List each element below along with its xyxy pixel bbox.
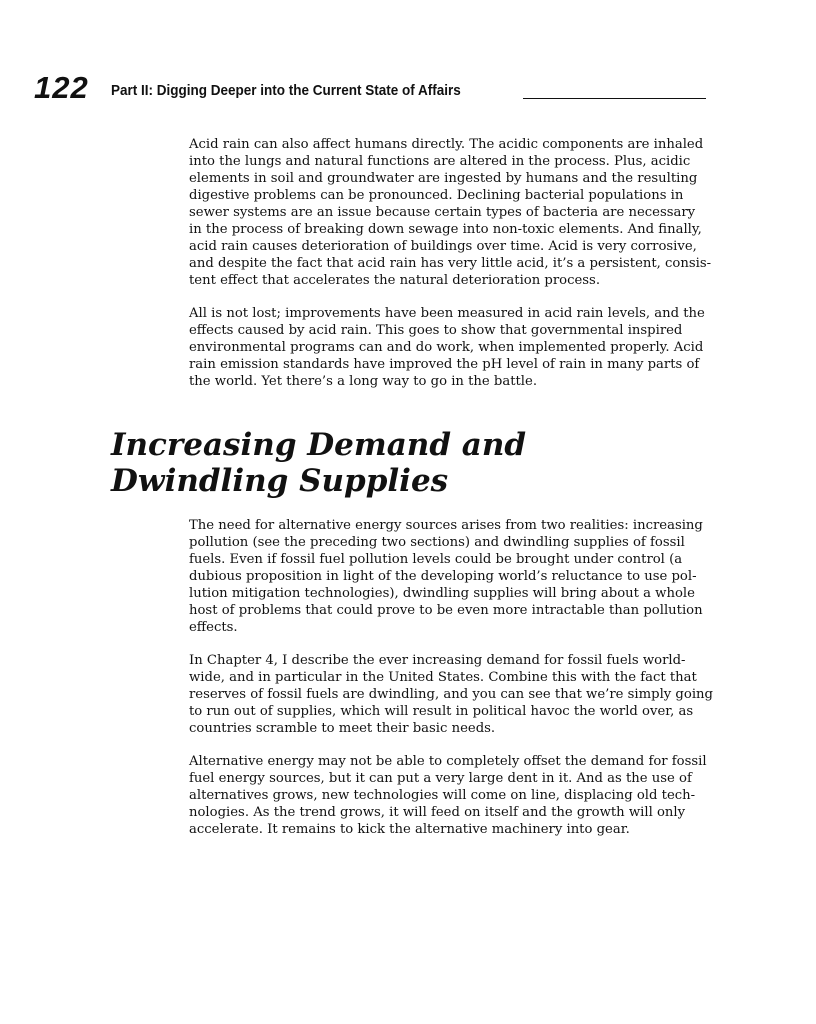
text-line: sewer systems are an issue because certain types of bacteria are necessary bbox=[189, 205, 696, 220]
section-heading-line: Increasing Demand and bbox=[111, 427, 527, 463]
section-demand-supplies-body bbox=[189, 517, 712, 854]
text-line: digestive problems can be pronounced. Declining bacterial populations in bbox=[189, 188, 684, 203]
text-line: environmental programs can and do work, when implemented properly. Acid bbox=[189, 340, 704, 355]
text-line: dubious proposition in light of the developing world’s reluctance to use pol- bbox=[189, 569, 697, 584]
text-line: nologies. As the trend grows, it will feed on itself and the growth will only bbox=[189, 805, 686, 820]
text-line: and despite the fact that acid rain has very little acid, it’s a persistent, consis- bbox=[189, 256, 712, 271]
text-line: reserves of fossil fuels are dwindling, and you can see that we’re simply going bbox=[189, 687, 713, 702]
text-line: tent effect that accelerates the natural deterioration process. bbox=[189, 273, 601, 288]
text-line: countries scramble to meet their basic needs. bbox=[189, 721, 496, 736]
text-line: Alternative energy may not be able to completely offset the demand for fossil bbox=[189, 754, 707, 769]
text-line: effects. bbox=[189, 620, 238, 635]
text-line: In Chapter 4, I describe the ever increasing demand for fossil fuels world- bbox=[189, 653, 686, 668]
section-acid-rain-body bbox=[189, 136, 712, 406]
text-line: rain emission standards have improved the pH level of rain in many parts of bbox=[189, 357, 700, 372]
text-line: in the process of breaking down sewage into non-toxic elements. And finally, bbox=[189, 222, 702, 237]
text-line: effects caused by acid rain. This goes to show that governmental inspired bbox=[189, 323, 683, 338]
paragraph-improvements bbox=[189, 305, 712, 390]
text-line: pollution (see the preceding two sections) and dwindling supplies of fossil bbox=[189, 535, 685, 550]
header-rule bbox=[523, 98, 706, 99]
text-line: the world. Yet there’s a long way to go in the battle. bbox=[189, 374, 538, 389]
section-heading-line: Dwindling Supplies bbox=[111, 463, 449, 499]
section-heading bbox=[111, 427, 526, 499]
text-line: lution mitigation technologies), dwindling supplies will bring about a whole bbox=[189, 586, 695, 601]
text-line: accelerate. It remains to kick the alternative machinery into gear. bbox=[189, 822, 630, 837]
paragraph-chapter-4 bbox=[189, 652, 712, 737]
text-line: alternatives grows, new technologies will come on line, displacing old tech- bbox=[189, 788, 696, 803]
text-line: acid rain causes deterioration of buildings over time. Acid is very corrosive, bbox=[189, 239, 697, 254]
paragraph-two-realities bbox=[189, 517, 712, 636]
text-line: to run out of supplies, which will result in political havoc the world over, as bbox=[189, 704, 694, 719]
running-header-title: Part II: Digging Deeper into the Current State of Affairs bbox=[111, 82, 461, 99]
text-line: into the lungs and natural functions are altered in the process. Plus, acidic bbox=[189, 154, 691, 169]
text-line: The need for alternative energy sources arises from two realities: increasing bbox=[189, 518, 703, 533]
text-line: wide, and in particular in the United States. Combine this with the fact that bbox=[189, 670, 697, 685]
text-line: host of problems that could prove to be even more intractable than pollution bbox=[189, 603, 703, 618]
text-line: elements in soil and groundwater are ingested by humans and the resulting bbox=[189, 171, 698, 186]
paragraph-alternative-energy bbox=[189, 753, 712, 838]
text-line: fuels. Even if fossil fuel pollution levels could be brought under control (a bbox=[189, 552, 683, 567]
text-line: All is not lost; improvements have been measured in acid rain levels, and the bbox=[189, 306, 705, 321]
text-line: Acid rain can also affect humans directly. The acidic components are inhaled bbox=[189, 137, 704, 152]
text-line: fuel energy sources, but it can put a very large dent in it. And as the use of bbox=[189, 771, 692, 786]
page-number: 122 bbox=[34, 70, 89, 105]
paragraph-acid-rain-humans bbox=[189, 136, 712, 289]
